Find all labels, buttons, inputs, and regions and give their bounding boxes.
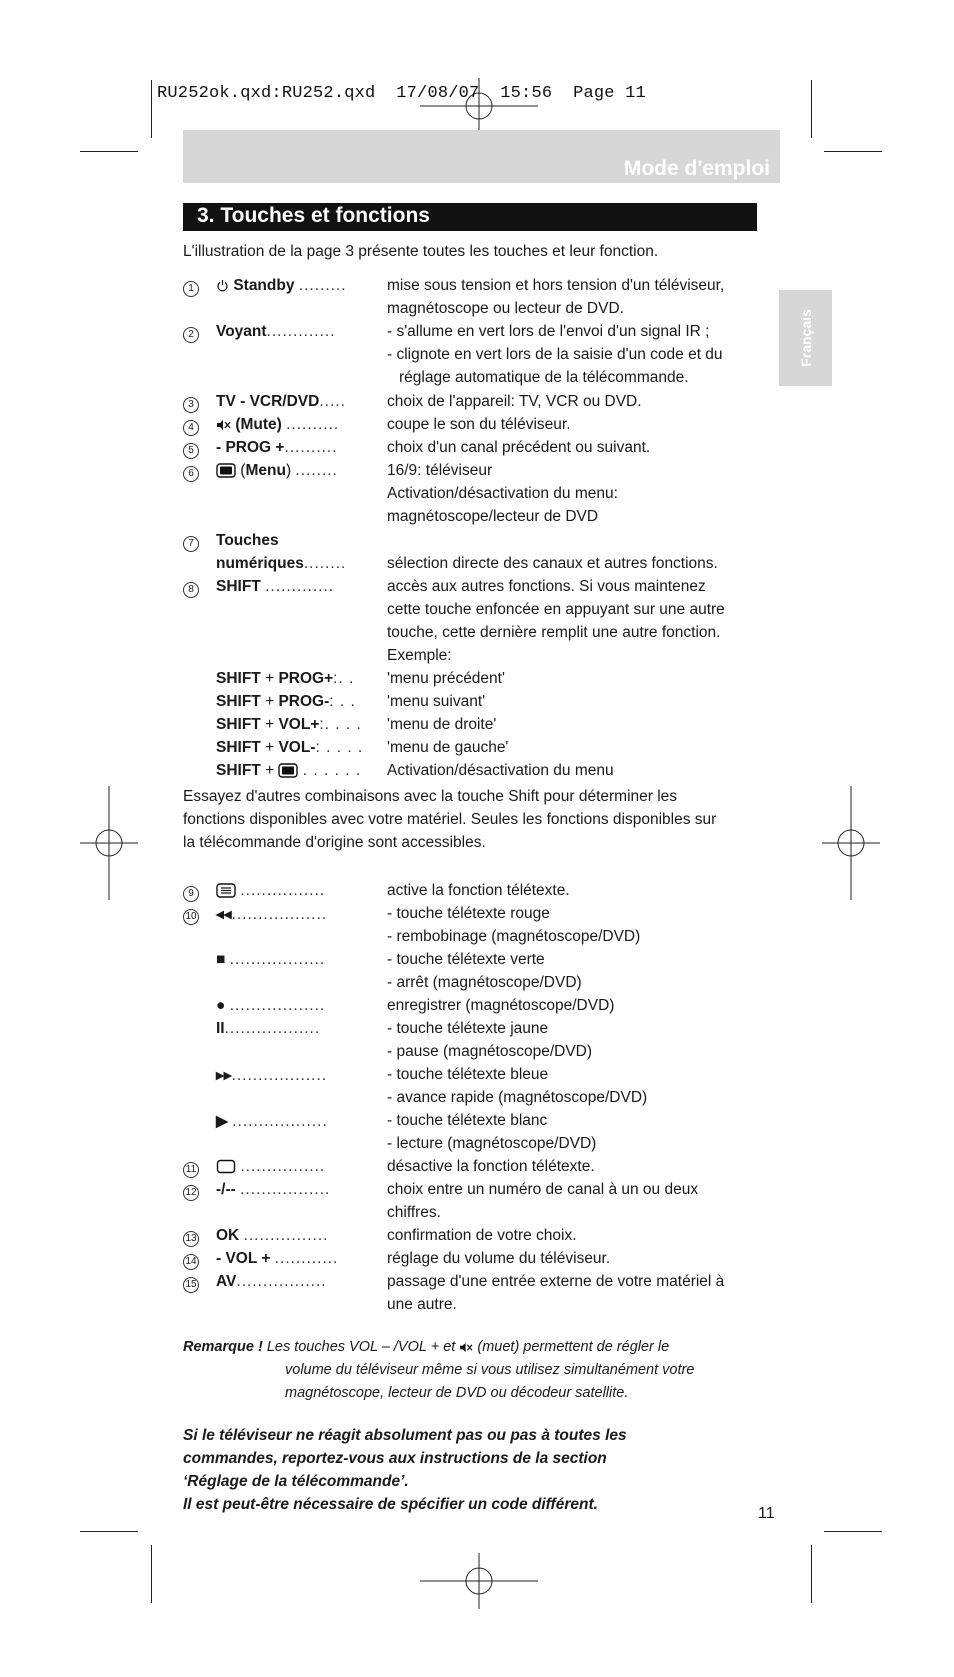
- item-desc: Exemple:: [387, 647, 452, 664]
- shift-combo: [216, 693, 356, 711]
- menu-icon: [216, 463, 236, 478]
- plus-sign: +: [260, 739, 279, 756]
- note-line: Les touches VOL – /VOL + et: [266, 1339, 456, 1355]
- record-icon: ●: [216, 997, 226, 1014]
- leader-dots: ................: [240, 1158, 326, 1175]
- combo-desc: 'menu de gauche': [387, 739, 509, 756]
- crop-mark: [824, 151, 882, 152]
- item-desc: - touche télétexte jaune: [387, 1020, 549, 1037]
- voyant-label: Voyant: [216, 323, 267, 340]
- registration-mark-bottom: [420, 1553, 538, 1609]
- item-desc: - touche télétexte rouge: [387, 905, 550, 922]
- item-number: 9: [183, 886, 199, 902]
- item-desc: mise sous tension et hors tension d'un téléviseur,: [387, 277, 725, 294]
- leader-dots: .............: [266, 323, 336, 340]
- leader-dots: .................: [240, 1181, 331, 1198]
- note-line: volume du téléviseur même si vous utilisez simultanément votre: [285, 1362, 695, 1378]
- item-desc: magnétoscope/lecteur de DVD: [387, 508, 599, 525]
- item-desc: - rembobinage (magnétoscope/DVD): [387, 928, 641, 945]
- item-label: [216, 1020, 320, 1038]
- crop-mark: [80, 151, 138, 152]
- pause-icon: II: [216, 1020, 225, 1037]
- item-desc: - avance rapide (magnétoscope/DVD): [387, 1089, 648, 1106]
- rewind-icon: ◂◂: [216, 906, 232, 923]
- item-label: [216, 882, 325, 900]
- item-number: 13: [183, 1231, 199, 1247]
- item-label: [216, 1273, 327, 1291]
- shift-paragraph-line: Essayez d'autres combinaisons avec la touche Shift pour déterminer les: [183, 788, 678, 805]
- item-desc: coupe le son du téléviseur.: [387, 416, 571, 433]
- leader-dots: ..........: [286, 416, 340, 433]
- menu-label: Menu: [245, 462, 286, 479]
- item-label: [216, 578, 334, 596]
- item-number: 5: [183, 443, 199, 459]
- item-desc: accès aux autres fonctions. Si vous maintenez: [387, 578, 706, 595]
- crop-mark: [151, 80, 152, 138]
- numeriques-label: numériques: [216, 555, 304, 572]
- crop-mark: [811, 1545, 812, 1603]
- crop-mark: [824, 1531, 882, 1532]
- shift-key: SHIFT: [216, 716, 261, 733]
- item-desc: - clignote en vert lors de la saisie d'un code et du: [387, 346, 723, 363]
- warning-line: ‘Réglage de la télécommande’.: [183, 1473, 409, 1490]
- leader-dots: ........: [303, 555, 347, 572]
- item-desc: enregistrer (magnétoscope/DVD): [387, 997, 615, 1014]
- item-desc: cette touche enfoncée en appuyant sur une autre: [387, 601, 725, 618]
- mute-icon: [459, 1342, 473, 1353]
- item-desc: - arrêt (magnétoscope/DVD): [387, 974, 582, 991]
- mute-label: (Mute): [235, 416, 282, 433]
- note-label: Remarque !: [183, 1339, 263, 1355]
- item-label: [216, 997, 325, 1015]
- item-desc: - touche télétexte verte: [387, 951, 545, 968]
- registration-mark-left: [80, 786, 138, 900]
- item-desc: réglage du volume du téléviseur.: [387, 1250, 611, 1267]
- touches-label: Touches: [216, 532, 279, 549]
- combo-key: VOL-: [278, 739, 316, 756]
- section-title: 3. Touches et fonctions: [197, 204, 430, 227]
- crop-mark: [80, 1531, 138, 1532]
- item-number: 2: [183, 327, 199, 343]
- item-desc: - s'allume en vert lors de l'envoi d'un signal IR ;: [387, 323, 710, 340]
- item-number: 8: [183, 582, 199, 598]
- page-number: 11: [758, 1505, 775, 1522]
- item-number: 14: [183, 1254, 199, 1270]
- note-line: (muet) permettent de régler le: [477, 1339, 670, 1355]
- item-desc: touche, cette dernière remplit une autre fonction.: [387, 624, 721, 641]
- language-tab-label: Français: [797, 309, 814, 367]
- shift-key: SHIFT: [216, 739, 261, 756]
- item-label: [216, 951, 325, 969]
- item-desc: confirmation de votre choix.: [387, 1227, 577, 1244]
- item-label: [216, 532, 279, 550]
- shift-key: SHIFT: [216, 693, 261, 710]
- plus-sign: +: [260, 670, 279, 687]
- leader-dots: .................: [236, 1273, 327, 1290]
- leader-dots: ..................: [224, 1020, 321, 1037]
- leader-dots: : . . . .: [315, 739, 364, 756]
- language-tab: [779, 290, 832, 386]
- leader-dots: : . .: [329, 693, 356, 710]
- item-desc: active la fonction télétexte.: [387, 882, 570, 899]
- item-label: [216, 277, 347, 295]
- leader-dots: ..................: [232, 1113, 328, 1130]
- band-title: Mode d'emploi: [623, 157, 770, 180]
- shift-key: SHIFT: [216, 670, 261, 687]
- header-band: [183, 130, 780, 183]
- registration-mark-right: [822, 786, 880, 900]
- item-number: 3: [183, 397, 199, 413]
- intro-text: L'illustration de la page 3 présente toutes les touches et leur fonction.: [183, 243, 659, 260]
- leader-dots: .........: [298, 277, 347, 294]
- tv-screen-icon: [216, 1159, 236, 1174]
- section-heading: [183, 203, 757, 231]
- item-label: [216, 1066, 327, 1085]
- fast-forward-icon: ▸▸: [216, 1067, 232, 1084]
- shift-label: SHIFT: [216, 578, 261, 595]
- combo-desc: 'menu suivant': [387, 693, 486, 710]
- leader-dots: ..................: [229, 997, 326, 1014]
- warning-line: Si le téléviseur ne réagit absolument pas ou pas à toutes les: [183, 1427, 627, 1444]
- item-desc: Activation/désactivation du menu:: [387, 485, 618, 502]
- shift-combo: [216, 716, 362, 734]
- file-header: RU252ok.qxd:RU252.qxd 17/08/07 15:56 Page 11: [157, 84, 646, 103]
- item-desc: choix d'un canal précédent ou suivant.: [387, 439, 651, 456]
- combo-key: VOL+: [278, 716, 320, 733]
- item-number: 12: [183, 1185, 199, 1201]
- leader-dots: ..................: [231, 1067, 328, 1084]
- item-number: 1: [183, 281, 199, 297]
- item-number: 11: [183, 1162, 199, 1178]
- item-label: [216, 1227, 328, 1245]
- note: [183, 1336, 669, 1358]
- item-desc: réglage automatique de la télécommande.: [399, 369, 689, 386]
- leader-dots: ..........: [284, 439, 338, 456]
- power-icon: [216, 279, 229, 292]
- plus-sign: +: [260, 716, 279, 733]
- item-label: [216, 393, 346, 411]
- av-label: AV: [216, 1273, 237, 1290]
- item-label: [216, 323, 336, 341]
- item-desc: passage d'une entrée externe de votre matériel à: [387, 1273, 725, 1290]
- item-desc: - touche télétexte blanc: [387, 1112, 548, 1129]
- item-label: [216, 1158, 325, 1176]
- combo-key: PROG+: [278, 670, 334, 687]
- item-desc: une autre.: [387, 1296, 457, 1313]
- leader-dots: .....: [319, 393, 346, 410]
- item-desc: choix entre un numéro de canal à un ou deux: [387, 1181, 699, 1198]
- item-label: [216, 1181, 330, 1199]
- mute-icon: [216, 419, 231, 431]
- play-icon: ▶: [216, 1113, 228, 1130]
- stop-icon: ■: [216, 951, 226, 968]
- item-label: [216, 555, 346, 573]
- crop-mark: [811, 80, 812, 138]
- item-desc: choix de l'appareil: TV, VCR ou DVD.: [387, 393, 642, 410]
- item-number: 7: [183, 536, 199, 552]
- item-desc: chiffres.: [387, 1204, 441, 1221]
- plus-sign: +: [260, 693, 279, 710]
- warning-line: commandes, reportez-vous aux instructions de la section: [183, 1450, 607, 1467]
- item-label: [216, 1112, 328, 1131]
- shift-key: SHIFT: [216, 762, 261, 779]
- item-desc: - lecture (magnétoscope/DVD): [387, 1135, 597, 1152]
- vol-label: - VOL +: [216, 1250, 271, 1267]
- combo-desc: 'menu de droite': [387, 716, 497, 733]
- item-desc: magnétoscope ou lecteur de DVD.: [387, 300, 624, 317]
- item-desc: - pause (magnétoscope/DVD): [387, 1043, 593, 1060]
- shift-combo: [216, 739, 363, 757]
- item-number: 15: [183, 1277, 199, 1293]
- menu-icon: [278, 763, 298, 778]
- standby-label: Standby: [233, 277, 295, 294]
- leader-dots: ..................: [229, 951, 326, 968]
- leader-dots: ................: [243, 1227, 329, 1244]
- combo-key: PROG-: [278, 693, 330, 710]
- note-line: magnétoscope, lecteur de DVD ou décodeur satellite.: [285, 1385, 629, 1401]
- leader-dots: ............: [274, 1250, 339, 1267]
- item-desc: sélection directe des canaux et autres fonctions.: [387, 555, 718, 572]
- leader-dots: . . . . . .: [302, 762, 362, 779]
- shift-combo: [216, 670, 354, 688]
- combo-desc: 'menu précédent': [387, 670, 505, 687]
- leader-dots: ..................: [231, 906, 328, 923]
- shift-paragraph-line: fonctions disponibles avec votre matériel. Seules les fonctions disponibles sur: [183, 811, 717, 828]
- shift-combo: [216, 762, 361, 780]
- leader-dots: :. . . .: [319, 716, 362, 733]
- leader-dots: ........: [295, 462, 338, 479]
- ok-label: OK: [216, 1227, 240, 1244]
- item-label: [216, 905, 327, 924]
- warning-line: Il est peut-être nécessaire de spécifier un code différent.: [183, 1496, 598, 1513]
- item-number: 10: [183, 909, 199, 925]
- item-label: [216, 416, 339, 434]
- digit-toggle-label: -/--: [216, 1181, 236, 1198]
- item-desc: désactive la fonction télétexte.: [387, 1158, 595, 1175]
- item-desc: 16/9: téléviseur: [387, 462, 493, 479]
- item-number: 4: [183, 420, 199, 436]
- tv-vcr-dvd-label: TV - VCR/DVD: [216, 393, 320, 410]
- plus-sign: +: [260, 762, 279, 779]
- prog-label: - PROG +: [216, 439, 285, 456]
- combo-desc: Activation/désactivation du menu: [387, 762, 614, 779]
- item-label: [216, 439, 338, 457]
- item-label: (Menu) ........: [216, 462, 338, 480]
- leader-dots: .............: [265, 578, 335, 595]
- crop-mark: [151, 1545, 152, 1603]
- item-desc: - touche télétexte bleue: [387, 1066, 549, 1083]
- shift-paragraph-line: la télécommande d'origine sont accessibles.: [183, 834, 486, 851]
- leader-dots: :. .: [333, 670, 355, 687]
- leader-dots: ................: [240, 882, 326, 899]
- teletext-icon: [216, 883, 236, 898]
- item-number: 6: [183, 466, 199, 482]
- item-label: [216, 1250, 338, 1268]
